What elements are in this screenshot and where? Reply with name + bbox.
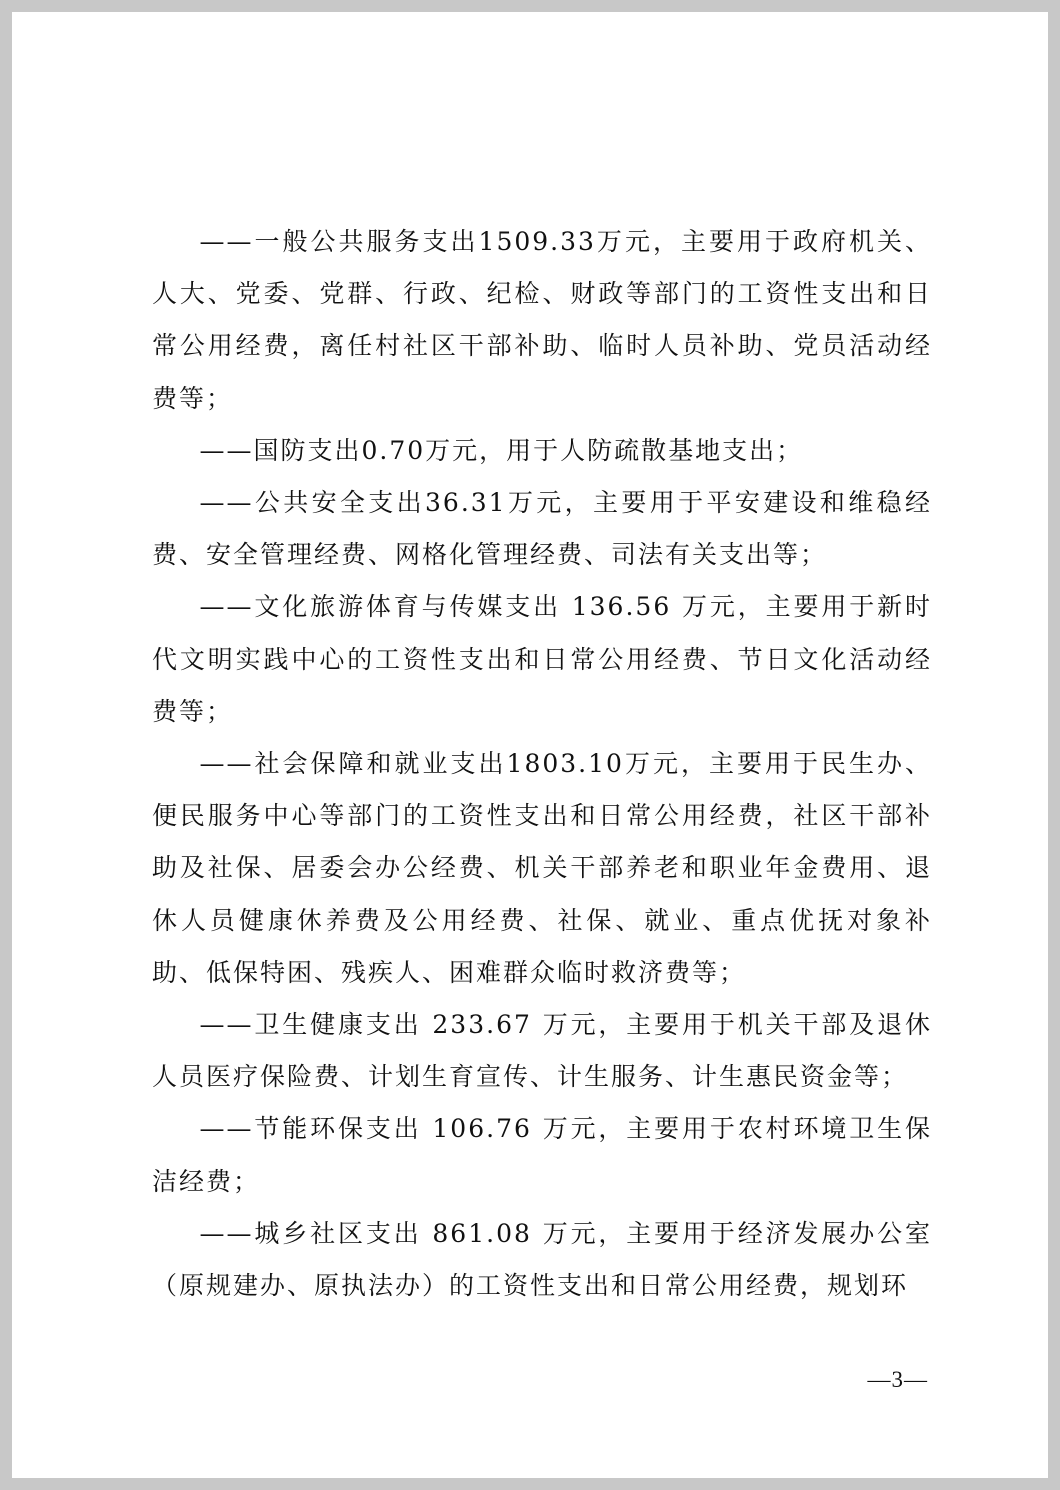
paragraph-urban-rural-community: ——城乡社区支出 861.08 万元，主要用于经济发展办公室（原规建办、原执法办）的工资性支出和日常公用经费，规划环 — [152, 1218, 932, 1301]
page-number: —3— — [867, 1367, 928, 1392]
body-text — [152, 216, 932, 1312]
document-page — [12, 12, 1048, 1478]
paragraph-social-security-employment: ——社会保障和就业支出1803.10万元，主要用于民生办、便民服务中心等部门的工资性支出和日常公用经费，社区干部补助及社保、居委会办公经费、机关干部养老和职业年金费用、退休人员健康休养费及公用经费、社保、就业、重点优抚对象补助、低保特困、残疾人、困难群众临时救济费等； — [152, 749, 932, 987]
paragraph-general-public-services: ——一般公共服务支出1509.33万元，主要用于政府机关、人大、党委、党群、行政、纪检、财政等部门的工资性支出和日常公用经费，离任村社区干部补助、临时人员补助、党员活动经费等； — [152, 227, 932, 413]
paragraph-public-safety: ——公共安全支出36.31万元，主要用于平安建设和维稳经费、安全管理经费、网格化管理经费、司法有关支出等； — [152, 488, 932, 570]
paragraph-health: ——卫生健康支出 233.67 万元，主要用于机关干部及退休人员医疗保险费、计划生育宣传、计生服务、计生惠民资金等； — [152, 1010, 932, 1092]
paragraph-culture-tourism-sports-media: ——文化旅游体育与传媒支出 136.56 万元，主要用于新时代文明实践中心的工资性支出和日常公用经费、节日文化活动经费等； — [152, 592, 932, 726]
paragraph-national-defense: ——国防支出0.70万元，用于人防疏散基地支出； — [199, 435, 804, 465]
paragraph-energy-environment: ——节能环保支出 106.76 万元，主要用于农村环境卫生保洁经费； — [152, 1114, 932, 1196]
